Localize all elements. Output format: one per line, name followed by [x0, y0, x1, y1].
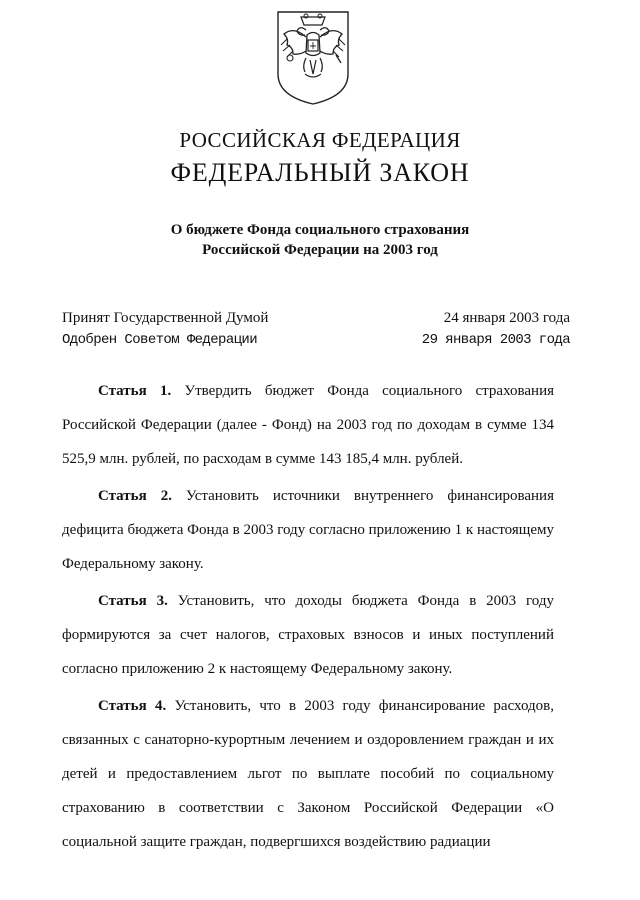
article-1-text: Утвердить бюджет Фонда социального страхования Российской Федерации (далее - Фонд) на 2003 год по доходам в сумме 134 525,9 млн. рублей, по расходам в сумме 143 185,4 млн. рублей.	[62, 383, 554, 467]
law-subject	[0, 220, 640, 260]
republic-title: РОССИЙСКАЯ ФЕДЕРАЦИЯ	[179, 128, 461, 152]
adoption-duma-row	[62, 310, 570, 332]
article-4-text: Установить, что в 2003 году финансирование расходов, связанных с санаторно-курортным лечением и оздоровлением граждан и их детей и предоставлением льгот по выплате пособий по социальному страхованию в соответствии с Законом Российской Федерации «О социальной защите граждан, подвергшихся воздействию радиации	[62, 698, 554, 850]
article-1	[62, 374, 554, 476]
law-subject-line-1: О бюджете Фонда социального страхования	[170, 222, 470, 238]
article-2-text: Установить источники внутреннего финансирования дефицита бюджета Фонда в 2003 году согласно приложению 1 к настоящему Федеральному закону.	[62, 488, 554, 572]
council-date: 29 января 2003 года	[421, 332, 570, 348]
duma-date: 24 января 2003 года	[443, 310, 570, 326]
article-3-title: Статья 3.	[98, 593, 168, 609]
duma-label: Принят Государственной Думой	[62, 310, 269, 326]
article-4-title: Статья 4.	[98, 698, 167, 714]
adoption-council-row	[62, 332, 570, 354]
article-1-title: Статья 1.	[98, 383, 172, 399]
article-3	[62, 584, 554, 686]
council-label: Одобрен Советом Федерации	[62, 332, 258, 348]
coat-of-arms-emblem-icon	[270, 8, 356, 106]
law-heading: ФЕДЕРАЛЬНЫЙ ЗАКОН	[170, 158, 470, 187]
article-2	[62, 479, 554, 581]
article-3-text: Установить, что доходы бюджета Фонда в 2003 году формируются за счет налогов, страховых взносов и иных поступлений согласно приложению 2 к настоящему Федеральному закону.	[62, 593, 554, 677]
law-subject-line-2: Российской Федерации на 2003 год	[202, 242, 438, 258]
article-2-title: Статья 2.	[98, 488, 172, 504]
articles-body	[62, 374, 554, 862]
article-4	[62, 689, 554, 859]
